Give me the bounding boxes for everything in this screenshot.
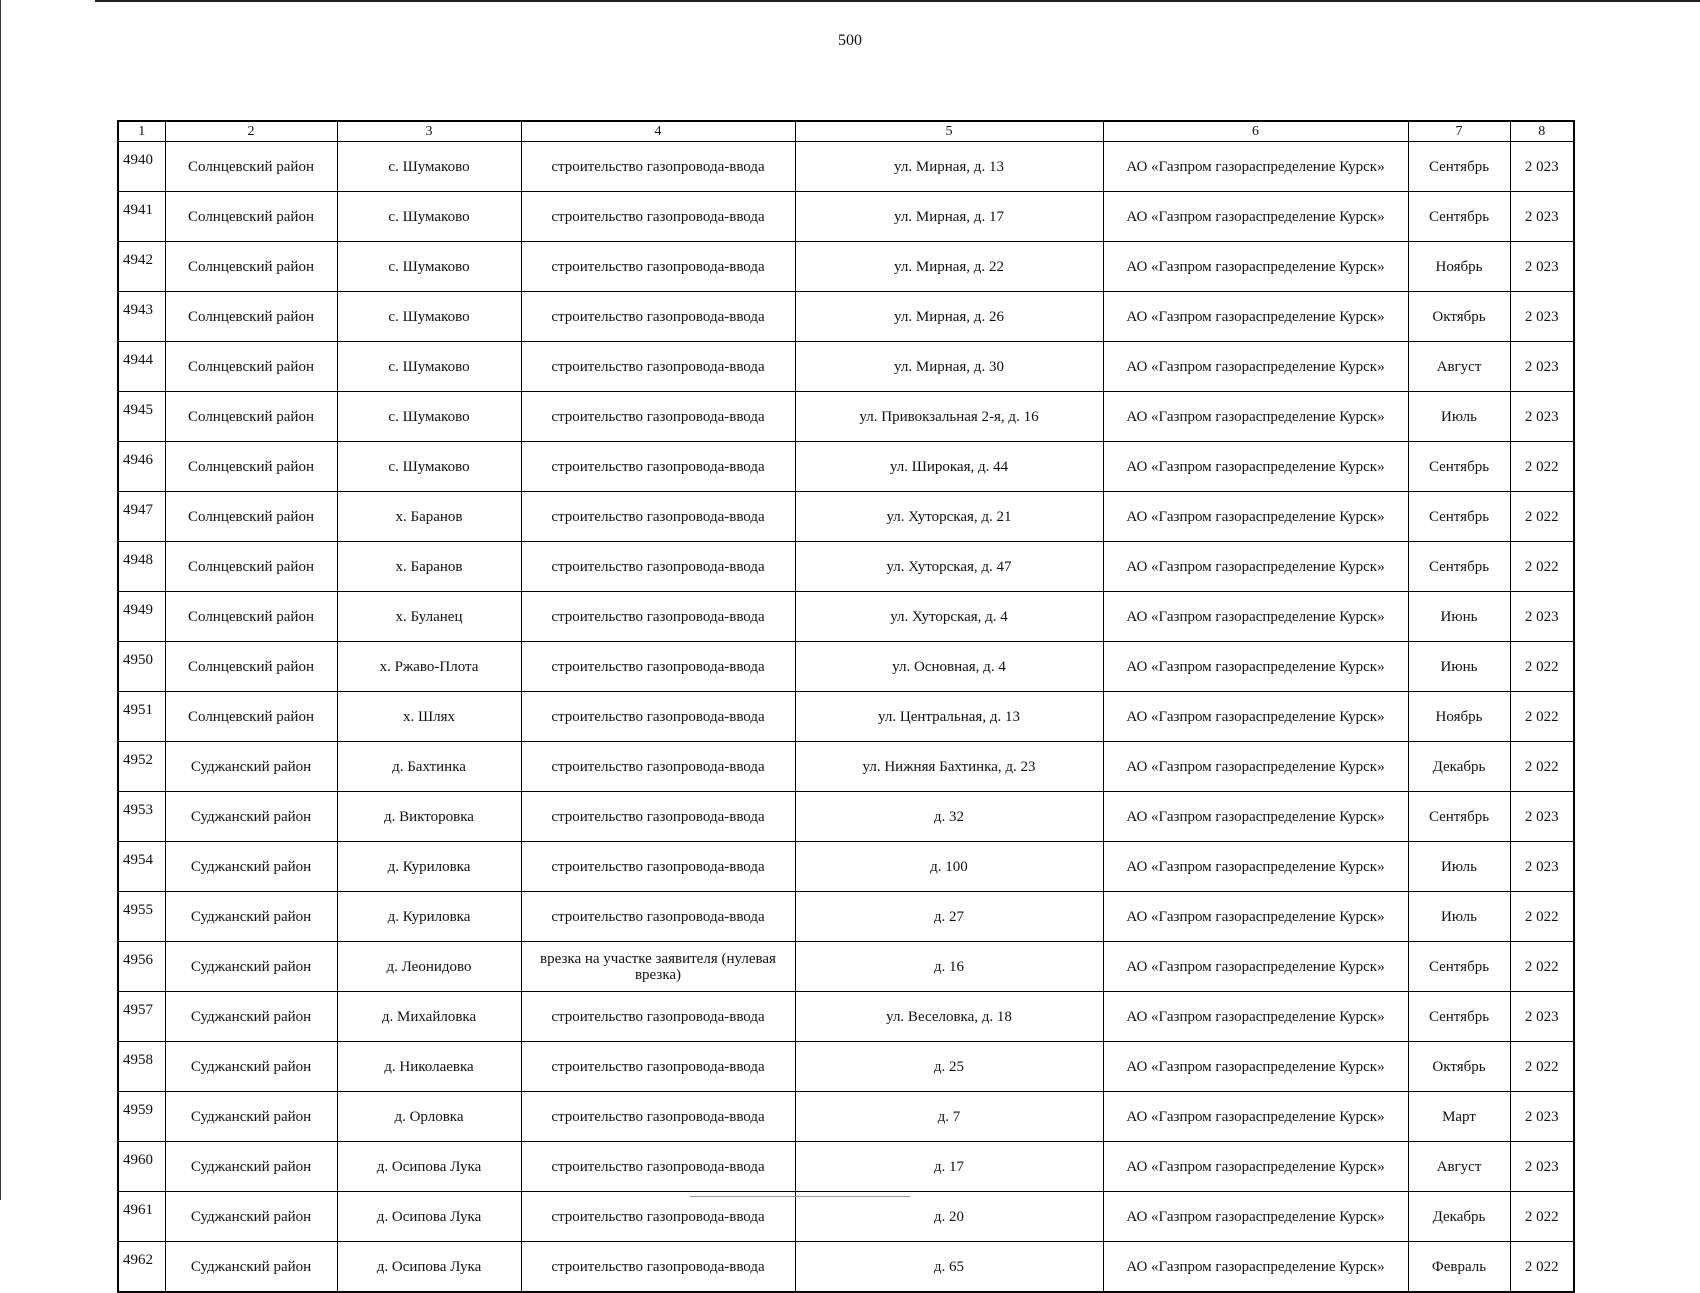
column-header-6: 6 (1103, 121, 1408, 142)
cell-work-type: строительство газопровода-ввода (521, 692, 795, 742)
cell-organization: АО «Газпром газораспределение Курск» (1103, 642, 1408, 692)
table-row (118, 192, 1574, 242)
cell-organization: АО «Газпром газораспределение Курск» (1103, 792, 1408, 842)
cell-district: Суджанский район (165, 1042, 337, 1092)
cell-address: ул. Мирная, д. 22 (795, 242, 1103, 292)
cell-month: Октябрь (1408, 1042, 1510, 1092)
cell-organization: АО «Газпром газораспределение Курск» (1103, 1192, 1408, 1242)
cell-address: ул. Хуторская, д. 4 (795, 592, 1103, 642)
cell-row-number: 4959 (118, 1092, 165, 1142)
cell-row-number: 4945 (118, 392, 165, 442)
cell-settlement: х. Баранов (337, 542, 521, 592)
cell-year: 2 023 (1510, 292, 1574, 342)
cell-organization: АО «Газпром газораспределение Курск» (1103, 692, 1408, 742)
cell-row-number: 4953 (118, 792, 165, 842)
cell-row-number: 4947 (118, 492, 165, 542)
cell-row-number: 4946 (118, 442, 165, 492)
cell-address: д. 32 (795, 792, 1103, 842)
cell-organization: АО «Газпром газораспределение Курск» (1103, 592, 1408, 642)
cell-work-type: строительство газопровода-ввода (521, 1192, 795, 1242)
cell-settlement: д. Викторовка (337, 792, 521, 842)
cell-year: 2 022 (1510, 642, 1574, 692)
table-row (118, 992, 1574, 1042)
cell-month: Октябрь (1408, 292, 1510, 342)
cell-work-type: строительство газопровода-ввода (521, 442, 795, 492)
cell-settlement: х. Ржаво-Плота (337, 642, 521, 692)
cell-settlement: д. Орловка (337, 1092, 521, 1142)
cell-settlement: д. Куриловка (337, 842, 521, 892)
table-row (118, 892, 1574, 942)
cell-row-number: 4961 (118, 1192, 165, 1242)
cell-month: Июль (1408, 842, 1510, 892)
table-row (118, 242, 1574, 292)
table-row (118, 1142, 1574, 1192)
column-header-2: 2 (165, 121, 337, 142)
cell-row-number: 4956 (118, 942, 165, 992)
cell-month: Сентябрь (1408, 792, 1510, 842)
cell-work-type: строительство газопровода-ввода (521, 842, 795, 892)
cell-address: ул. Хуторская, д. 21 (795, 492, 1103, 542)
table-row (118, 1242, 1574, 1293)
cell-settlement: с. Шумаково (337, 242, 521, 292)
cell-work-type: строительство газопровода-ввода (521, 1092, 795, 1142)
cell-row-number: 4942 (118, 242, 165, 292)
cell-address: ул. Широкая, д. 44 (795, 442, 1103, 492)
cell-row-number: 4962 (118, 1242, 165, 1293)
page-top-border (95, 0, 1700, 2)
cell-month: Сентябрь (1408, 542, 1510, 592)
cell-district: Солнцевский район (165, 392, 337, 442)
page-left-border (0, 0, 1, 1200)
cell-year: 2 023 (1510, 192, 1574, 242)
cell-address: д. 25 (795, 1042, 1103, 1092)
cell-month: Сентябрь (1408, 992, 1510, 1042)
cell-address: д. 7 (795, 1092, 1103, 1142)
cell-year: 2 023 (1510, 1142, 1574, 1192)
cell-settlement: д. Осипова Лука (337, 1192, 521, 1242)
cell-row-number: 4949 (118, 592, 165, 642)
cell-work-type: строительство газопровода-ввода (521, 342, 795, 392)
cell-organization: АО «Газпром газораспределение Курск» (1103, 142, 1408, 192)
cell-row-number: 4950 (118, 642, 165, 692)
cell-year: 2 022 (1510, 492, 1574, 542)
cell-work-type: строительство газопровода-ввода (521, 892, 795, 942)
cell-organization: АО «Газпром газораспределение Курск» (1103, 392, 1408, 442)
cell-year: 2 022 (1510, 542, 1574, 592)
cell-organization: АО «Газпром газораспределение Курск» (1103, 192, 1408, 242)
cell-month: Сентябрь (1408, 142, 1510, 192)
cell-district: Суджанский район (165, 942, 337, 992)
cell-district: Суджанский район (165, 842, 337, 892)
cell-settlement: х. Баранов (337, 492, 521, 542)
cell-work-type: строительство газопровода-ввода (521, 192, 795, 242)
cell-organization: АО «Газпром газораспределение Курск» (1103, 1142, 1408, 1192)
cell-organization: АО «Газпром газораспределение Курск» (1103, 992, 1408, 1042)
table-row (118, 542, 1574, 592)
cell-organization: АО «Газпром газораспределение Курск» (1103, 292, 1408, 342)
table-body (118, 142, 1574, 1293)
cell-year: 2 023 (1510, 342, 1574, 392)
cell-month: Июль (1408, 392, 1510, 442)
table-row (118, 442, 1574, 492)
cell-address: ул. Привокзальная 2-я, д. 16 (795, 392, 1103, 442)
gas-connection-table (117, 120, 1575, 1293)
cell-year: 2 023 (1510, 992, 1574, 1042)
cell-year: 2 023 (1510, 242, 1574, 292)
cell-address: д. 20 (795, 1192, 1103, 1242)
column-header-5: 5 (795, 121, 1103, 142)
cell-work-type: строительство газопровода-ввода (521, 1242, 795, 1293)
cell-settlement: с. Шумаково (337, 292, 521, 342)
bottom-scan-line (690, 1196, 910, 1197)
cell-year: 2 023 (1510, 392, 1574, 442)
cell-row-number: 4954 (118, 842, 165, 892)
cell-address: д. 100 (795, 842, 1103, 892)
cell-settlement: с. Шумаково (337, 442, 521, 492)
cell-district: Суджанский район (165, 1192, 337, 1242)
cell-month: Декабрь (1408, 1192, 1510, 1242)
cell-address: ул. Основная, д. 4 (795, 642, 1103, 692)
cell-district: Солнцевский район (165, 292, 337, 342)
cell-organization: АО «Газпром газораспределение Курск» (1103, 492, 1408, 542)
cell-work-type: врезка на участке заявителя (нулевая врезка) (521, 942, 795, 992)
cell-row-number: 4948 (118, 542, 165, 592)
cell-district: Суджанский район (165, 992, 337, 1042)
cell-organization: АО «Газпром газораспределение Курск» (1103, 542, 1408, 592)
cell-work-type: строительство газопровода-ввода (521, 542, 795, 592)
cell-district: Солнцевский район (165, 342, 337, 392)
cell-district: Солнцевский район (165, 442, 337, 492)
cell-work-type: строительство газопровода-ввода (521, 1142, 795, 1192)
cell-month: Июнь (1408, 592, 1510, 642)
cell-year: 2 023 (1510, 592, 1574, 642)
cell-district: Солнцевский район (165, 492, 337, 542)
table-row (118, 492, 1574, 542)
cell-address: д. 16 (795, 942, 1103, 992)
cell-settlement: д. Куриловка (337, 892, 521, 942)
cell-month: Декабрь (1408, 742, 1510, 792)
cell-address: д. 17 (795, 1142, 1103, 1192)
cell-month: Февраль (1408, 1242, 1510, 1293)
cell-work-type: строительство газопровода-ввода (521, 642, 795, 692)
table-row (118, 692, 1574, 742)
table-row (118, 292, 1574, 342)
cell-month: Сентябрь (1408, 942, 1510, 992)
cell-district: Суджанский район (165, 1092, 337, 1142)
cell-address: ул. Хуторская, д. 47 (795, 542, 1103, 592)
cell-row-number: 4944 (118, 342, 165, 392)
cell-year: 2 023 (1510, 842, 1574, 892)
cell-year: 2 023 (1510, 1092, 1574, 1142)
cell-organization: АО «Газпром газораспределение Курск» (1103, 942, 1408, 992)
cell-work-type: строительство газопровода-ввода (521, 742, 795, 792)
cell-row-number: 4955 (118, 892, 165, 942)
cell-district: Суджанский район (165, 892, 337, 942)
cell-work-type: строительство газопровода-ввода (521, 392, 795, 442)
cell-organization: АО «Газпром газораспределение Курск» (1103, 1242, 1408, 1293)
cell-work-type: строительство газопровода-ввода (521, 142, 795, 192)
cell-work-type: строительство газопровода-ввода (521, 792, 795, 842)
cell-address: д. 27 (795, 892, 1103, 942)
cell-year: 2 022 (1510, 942, 1574, 992)
table-row (118, 1042, 1574, 1092)
cell-organization: АО «Газпром газораспределение Курск» (1103, 342, 1408, 392)
cell-work-type: строительство газопровода-ввода (521, 1042, 795, 1092)
cell-district: Солнцевский район (165, 242, 337, 292)
column-header-3: 3 (337, 121, 521, 142)
cell-district: Суджанский район (165, 792, 337, 842)
cell-settlement: с. Шумаково (337, 342, 521, 392)
table-row (118, 792, 1574, 842)
cell-settlement: д. Николаевка (337, 1042, 521, 1092)
table-row (118, 942, 1574, 992)
cell-year: 2 022 (1510, 692, 1574, 742)
cell-address: ул. Веселовка, д. 18 (795, 992, 1103, 1042)
cell-settlement: х. Буланец (337, 592, 521, 642)
cell-district: Солнцевский район (165, 592, 337, 642)
cell-year: 2 023 (1510, 792, 1574, 842)
table-row (118, 1192, 1574, 1242)
cell-district: Суджанский район (165, 1142, 337, 1192)
cell-month: Март (1408, 1092, 1510, 1142)
cell-district: Суджанский район (165, 1242, 337, 1293)
cell-address: ул. Мирная, д. 30 (795, 342, 1103, 392)
cell-settlement: д. Осипова Лука (337, 1242, 521, 1293)
cell-row-number: 4958 (118, 1042, 165, 1092)
cell-month: Июнь (1408, 642, 1510, 692)
cell-row-number: 4941 (118, 192, 165, 242)
column-header-8: 8 (1510, 121, 1574, 142)
cell-row-number: 4952 (118, 742, 165, 792)
cell-work-type: строительство газопровода-ввода (521, 492, 795, 542)
column-header-7: 7 (1408, 121, 1510, 142)
cell-district: Суджанский район (165, 742, 337, 792)
cell-work-type: строительство газопровода-ввода (521, 992, 795, 1042)
cell-year: 2 022 (1510, 442, 1574, 492)
column-header-4: 4 (521, 121, 795, 142)
cell-month: Сентябрь (1408, 442, 1510, 492)
cell-settlement: с. Шумаково (337, 142, 521, 192)
cell-address: ул. Центральная, д. 13 (795, 692, 1103, 742)
cell-month: Сентябрь (1408, 192, 1510, 242)
table-row (118, 742, 1574, 792)
cell-month: Июль (1408, 892, 1510, 942)
cell-row-number: 4960 (118, 1142, 165, 1192)
cell-organization: АО «Газпром газораспределение Курск» (1103, 742, 1408, 792)
cell-settlement: х. Шлях (337, 692, 521, 742)
table-row (118, 642, 1574, 692)
cell-year: 2 022 (1510, 1242, 1574, 1293)
cell-year: 2 023 (1510, 142, 1574, 192)
cell-address: ул. Мирная, д. 13 (795, 142, 1103, 192)
cell-organization: АО «Газпром газораспределение Курск» (1103, 242, 1408, 292)
cell-district: Солнцевский район (165, 542, 337, 592)
cell-organization: АО «Газпром газораспределение Курск» (1103, 1042, 1408, 1092)
table-row (118, 592, 1574, 642)
cell-row-number: 4951 (118, 692, 165, 742)
cell-row-number: 4943 (118, 292, 165, 342)
table-row (118, 342, 1574, 392)
cell-address: ул. Мирная, д. 17 (795, 192, 1103, 242)
cell-month: Ноябрь (1408, 242, 1510, 292)
cell-settlement: с. Шумаково (337, 392, 521, 442)
cell-year: 2 022 (1510, 892, 1574, 942)
cell-month: Август (1408, 1142, 1510, 1192)
cell-month: Ноябрь (1408, 692, 1510, 742)
cell-year: 2 022 (1510, 742, 1574, 792)
cell-settlement: д. Бахтинка (337, 742, 521, 792)
cell-address: ул. Мирная, д. 26 (795, 292, 1103, 342)
cell-month: Сентябрь (1408, 492, 1510, 542)
cell-settlement: д. Осипова Лука (337, 1142, 521, 1192)
table-row (118, 142, 1574, 192)
cell-district: Солнцевский район (165, 192, 337, 242)
cell-settlement: д. Михайловка (337, 992, 521, 1042)
cell-work-type: строительство газопровода-ввода (521, 592, 795, 642)
page-number: 500 (838, 32, 862, 49)
cell-organization: АО «Газпром газораспределение Курск» (1103, 842, 1408, 892)
table-row (118, 842, 1574, 892)
column-header-1: 1 (118, 121, 165, 142)
cell-work-type: строительство газопровода-ввода (521, 292, 795, 342)
table-row (118, 1092, 1574, 1142)
cell-row-number: 4940 (118, 142, 165, 192)
cell-row-number: 4957 (118, 992, 165, 1042)
cell-year: 2 022 (1510, 1192, 1574, 1242)
cell-district: Солнцевский район (165, 692, 337, 742)
cell-organization: АО «Газпром газораспределение Курск» (1103, 442, 1408, 492)
cell-address: ул. Нижняя Бахтинка, д. 23 (795, 742, 1103, 792)
cell-organization: АО «Газпром газораспределение Курск» (1103, 892, 1408, 942)
cell-work-type: строительство газопровода-ввода (521, 242, 795, 292)
cell-organization: АО «Газпром газораспределение Курск» (1103, 1092, 1408, 1142)
cell-settlement: с. Шумаково (337, 192, 521, 242)
cell-district: Солнцевский район (165, 642, 337, 692)
cell-district: Солнцевский район (165, 142, 337, 192)
table-header-row (118, 121, 1574, 142)
cell-address: д. 65 (795, 1242, 1103, 1293)
cell-settlement: д. Леонидово (337, 942, 521, 992)
cell-month: Август (1408, 342, 1510, 392)
cell-year: 2 022 (1510, 1042, 1574, 1092)
table-row (118, 392, 1574, 442)
